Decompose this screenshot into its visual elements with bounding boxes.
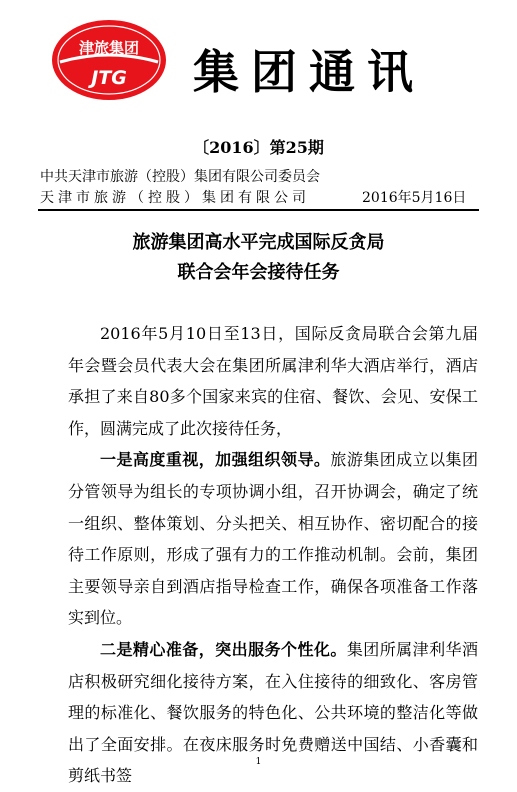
paragraph-text: 2016年5月10日至13日，国际反贪局联合会第九届年会暨会员代表大会在集团所属津利华大酒店举行，酒店承担了来自80多个国家来宾的住宿、餐饮、会见、安保工作，圆满完成了此次接待任务， bbox=[68, 324, 478, 438]
publisher-party-committee: 中共天津市旅游（控股）集团有限公司委员会 bbox=[40, 169, 320, 185]
paragraph-3 bbox=[68, 634, 478, 792]
paragraph-lead: 一是高度重视，加强组织领导。 bbox=[100, 450, 331, 470]
logo-emblem-icon bbox=[50, 18, 168, 102]
issue-number: 〔2016〕第25期 bbox=[193, 138, 324, 157]
publisher-company: 天津市旅游（控股）集团有限公司 bbox=[40, 190, 310, 206]
header-divider bbox=[38, 209, 479, 211]
logo-text-bottom: JTG bbox=[91, 67, 127, 89]
publish-date: 2016年5月16日 bbox=[362, 190, 467, 206]
headline-line-2: 联合会年会接待任务 bbox=[177, 262, 340, 283]
paragraph-text: 旅游集团成立以集团分管领导为组长的专项协调小组，召开协调会，确定了统一组织、整体策划、分头把关、相互协作、密切配合的接待工作原则，形成了强有力的工作推动机制。会前，集团主要领导亲自到酒店指导检查工作，确保各项准备工作落实到位。 bbox=[68, 450, 478, 628]
logo-text-top: 津旅集团 bbox=[78, 39, 140, 57]
company-logo bbox=[50, 18, 168, 102]
paragraph-lead: 二是精心准备，突出服务个性化。 bbox=[100, 639, 347, 659]
article-body bbox=[68, 318, 478, 792]
paragraph-text: 集团所属津利华酒店积极研究细化接待方案，在入住接待的细致化、客房管理的标准化、餐饮服务的特色化、公共环境的整洁化等做出了全面安排。在夜床服务时免费赠送中国结、小香囊和剪纸书签 bbox=[68, 639, 478, 786]
paragraph-2 bbox=[68, 444, 478, 634]
masthead-title: 集团通讯 bbox=[193, 45, 425, 99]
page-number: 1 bbox=[255, 757, 262, 767]
paragraph-1 bbox=[68, 318, 478, 444]
article-headline bbox=[0, 228, 517, 288]
headline-line-1: 旅游集团高水平完成国际反贪局 bbox=[132, 232, 385, 253]
